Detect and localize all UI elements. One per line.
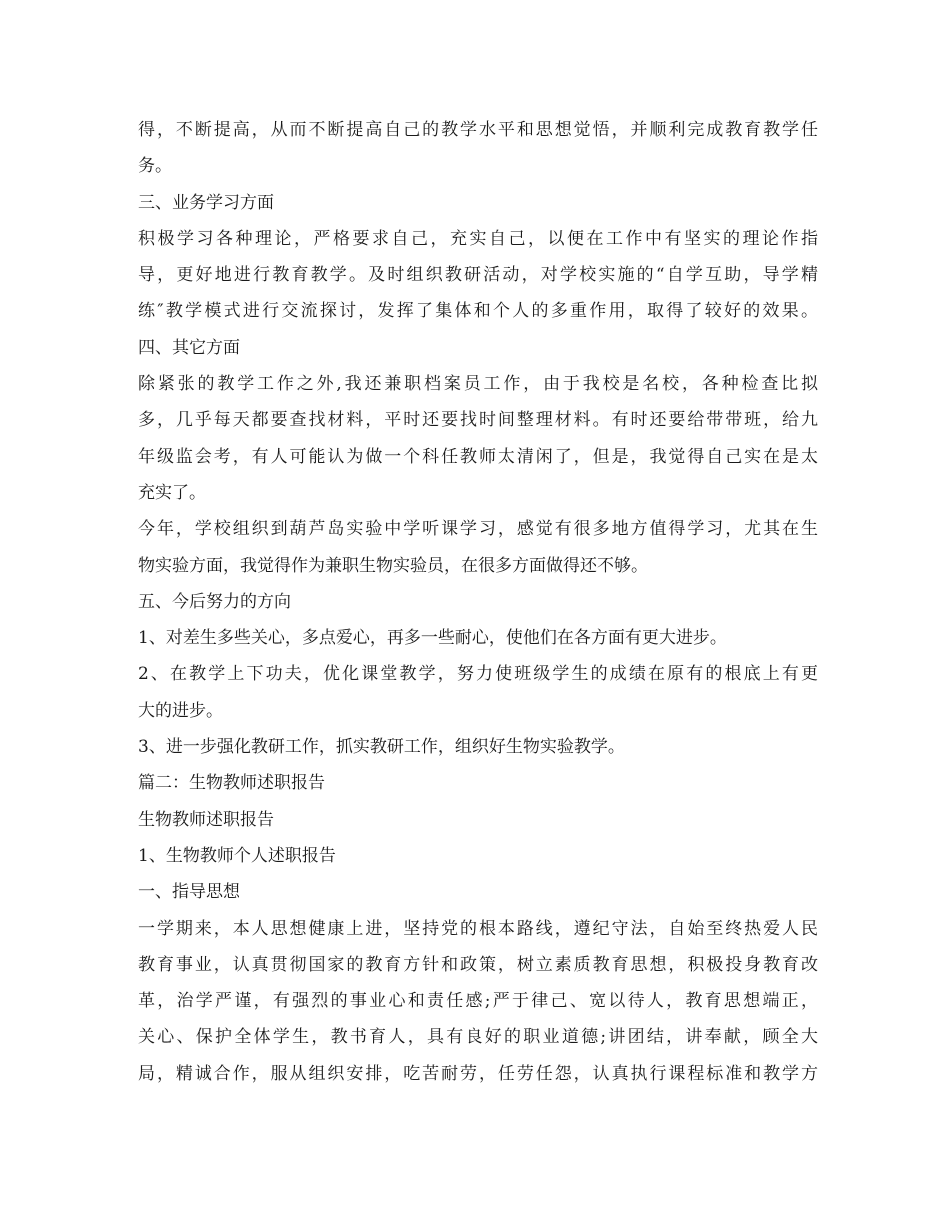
text-line: 生物教师述职报告 [138, 809, 274, 830]
text-line: 年级监会考，有人可能认为做一个科任教师太清闲了，但是，我觉得自己实在是太 [138, 446, 818, 467]
text-line: 得，不断提高，从而不断提高自己的教学水平和思想觉悟，并顺利完成教育教学任 [138, 120, 818, 140]
text-line: 革，治学严谨，有强烈的事业心和责任感;严于律己、宽以待人，教育思想端正， [138, 991, 818, 1012]
document-body [138, 112, 818, 1092]
text-line: 除紧张的教学工作之外,我还兼职档案员工作，由于我校是名校，各种检查比拟 [138, 374, 818, 395]
text-line: 3、进一步强化教研工作，抓实教研工作，组织好生物实验教学。 [138, 737, 625, 758]
text-line: 练″教学模式进行交流探讨，发挥了集体和个人的多重作用，取得了较好的效果。 [138, 301, 818, 322]
text-line: 多，几乎每天都要查找材料，平时还要找时间整理材料。有时还要给带带班，给九 [138, 410, 818, 431]
text-line: 导，更好地进行教育教学。及时组织教研活动，对学校实施的“自学互助，导学精 [138, 265, 818, 286]
text-line: 物实验方面，我觉得作为兼职生物实验员，在很多方面做得还不够。 [138, 555, 648, 576]
text-line: 充实了。 [138, 482, 206, 503]
text-line: 篇二：生物教师述职报告 [138, 773, 325, 794]
text-line: 今年，学校组织到葫芦岛实验中学听课学习，感觉有很多地方值得学习，尤其在生 [138, 519, 818, 540]
text-line: 五、今后努力的方向 [138, 591, 291, 612]
text-line: 大的进步。 [138, 700, 223, 721]
text-line: 2、在教学上下功夫，优化课堂教学，努力使班级学生的成绩在原有的根底上有更 [138, 664, 818, 685]
text-line: 1、生物教师个人述职报告 [138, 845, 336, 866]
text-line: 三、业务学习方面 [138, 192, 274, 213]
text-line: 务。 [138, 156, 172, 177]
text-line: 局，精诚合作，服从组织安排，吃苦耐劳，任劳任怨，认真执行课程标准和教学方 [138, 1063, 818, 1084]
text-line: 积极学习各种理论，严格要求自己，充实自己，以便在工作中有坚实的理论作指 [138, 228, 818, 249]
text-line: 教育事业，认真贯彻国家的教育方针和政策，树立素质教育思想，积极投身教育改 [138, 954, 818, 975]
text-line: 1、对差生多些关心，多点爱心，再多一些耐心，使他们在各方面有更大进步。 [138, 628, 727, 649]
text-line: 四、其它方面 [138, 337, 240, 358]
text-line: 一、指导思想 [138, 882, 240, 903]
text-line: 一学期来，本人思想健康上进，坚持党的根本路线，遵纪守法，自始至终热爱人民 [138, 918, 818, 939]
text-line: 关心、保护全体学生，教书育人，具有良好的职业道德;讲团结，讲奉献，顾全大 [138, 1027, 818, 1048]
